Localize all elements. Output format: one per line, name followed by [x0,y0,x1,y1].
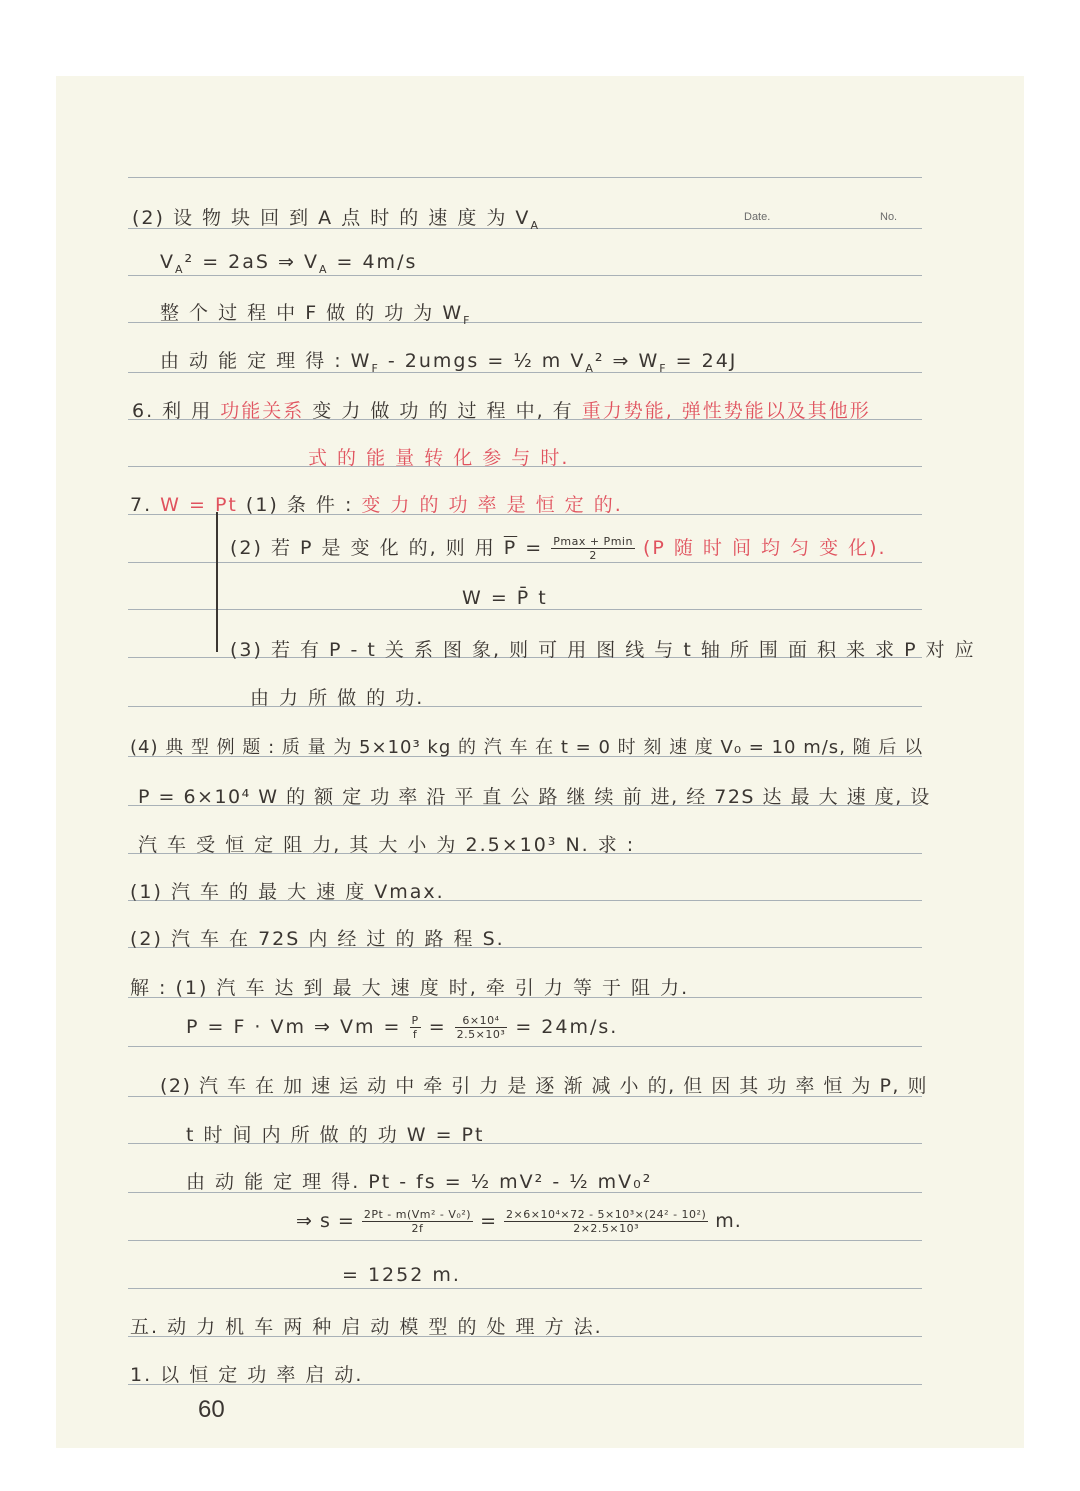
line-text: 由 动 能 定 理 得 : W [160,350,372,372]
note-line-9: W = P̄ t [462,587,548,609]
line-text: - 2umgs = [379,350,514,372]
note-line-21: 由 动 能 定 理 得. Pt - fs = ½ mV² - ½ mV₀² [186,1171,653,1193]
ruled-line [128,1288,922,1289]
note-line-5 [132,396,871,423]
line-text: ⇒ s = [296,1210,362,1232]
note-line-24: 五. 动 力 机 车 两 种 启 动 模 型 的 处 理 方 法. [130,1316,603,1338]
line-text: 整 个 过 程 中 F 做 的 功 为 W [160,302,464,324]
note-line-25: 1. 以 恒 定 功 率 启 动. [130,1364,364,1386]
line-text: m. [708,1210,742,1232]
fraction [410,1014,421,1041]
note-line-14: 汽 车 受 恒 定 阻 力, 其 大 小 为 2.5×10³ N. 求 : [138,834,636,856]
note-line-7 [130,490,623,517]
subscript: A [530,218,540,232]
brace-bracket [216,512,226,652]
line-text: ² = 2aS ⇒ V [184,251,319,273]
fraction-denominator: 2×2.5×10³ [573,1222,640,1235]
line-text: (1) 条 件 : [237,494,362,516]
line-text: = [473,1210,505,1232]
note-line-2 [160,251,417,276]
fraction-numerator: P [411,1014,419,1027]
note-line-12: (4) 典 型 例 题 : 质 量 为 5×10³ kg 的 汽 车 在 t = 0 时 刻 速 度 V₀ = 10 m/s, 随 后 以 [130,737,924,758]
ruled-line [128,706,922,707]
note-line-19: (2) 汽 车 在 加 速 运 动 中 牵 引 力 是 逐 渐 减 小 的, 但 因 其 功 率 恒 为 P, 则 [160,1075,928,1097]
line-text: 6. 利 用 [132,400,221,422]
notebook-page [56,76,1024,1448]
line-text: = 24J [667,350,738,372]
fraction-numerator: 2×6×10⁴×72 - 5×10³×(24² - 10²) [506,1208,707,1221]
subscript: F [659,361,668,375]
fraction [455,1014,508,1041]
line-text: = [420,1016,455,1038]
ruled-line [128,1240,922,1241]
line-text: = 4m/s [328,251,418,273]
fraction [504,1208,708,1235]
line-text: P = F · Vm ⇒ Vm = [186,1016,410,1038]
note-line-6: 式 的 能 量 转 化 参 与 时. [308,447,570,469]
ruled-line [128,562,922,563]
ruled-line [128,177,922,178]
note-line-17: 解 : (1) 汽 车 达 到 最 大 速 度 时, 牵 引 力 等 于 阻 力. [130,977,690,999]
note-line-4 [160,346,737,375]
line-text: ² ⇒ W [594,350,660,372]
page-number: 60 [198,1396,225,1423]
line-text: 7. [130,494,161,516]
ruled-line [128,609,922,610]
note-line-16: (2) 汽 车 在 72S 内 经 过 的 路 程 S. [130,928,505,950]
line-text: m V [533,350,586,372]
subscript: F [463,313,472,327]
line-text: V [160,251,175,273]
p-bar: $\overline{P}$ [503,537,518,559]
subscript: F [371,361,380,375]
note-line-18 [186,1014,618,1041]
line-text: 变 力 做 功 的 过 程 中, 有 [304,400,582,422]
line-text: (2) 若 P 是 变 化 的, 则 用 [230,537,504,559]
line-text: = [517,537,552,559]
subscript: A [585,361,595,375]
note-line-23: = 1252 m. [342,1264,461,1286]
line-text: (2) 设 物 块 回 到 A 点 时 的 速 度 为 V [132,207,531,229]
line-text-red: (P 随 时 间 均 匀 变 化). [634,537,887,559]
line-text-red: 变 力 的 功 率 是 恒 定 的. [361,494,623,516]
line-text-red: 功能关系 [220,400,305,422]
note-line-22 [296,1208,742,1235]
note-line-1 [132,203,540,232]
fraction-numerator: 6×10⁴ [455,1014,508,1028]
fraction [551,535,635,562]
line-text-red: W = Pt [160,494,238,516]
note-line-8 [230,533,887,562]
fraction-denominator: 2 [589,549,597,562]
note-line-15: (1) 汽 车 的 最 大 速 度 Vmax. [130,881,445,903]
note-line-3 [160,298,471,327]
note-line-11: 由 力 所 做 的 功. [250,687,425,709]
line-text: = 24m/s. [507,1016,619,1038]
line-text: ½ [513,350,534,372]
fraction-denominator: 2.5×10³ [456,1028,506,1041]
ruled-line [128,1046,922,1047]
note-line-10: (3) 若 有 P - t 关 系 图 象, 则 可 用 图 线 与 t 轴 所 围 面 积 来 求 P 对 应 [230,639,976,661]
line-text-red: 重力势能, 弹性势能以及其他形 [581,400,871,422]
fraction-numerator: 2Pt - m(Vm² - V₀²) [363,1208,472,1221]
fraction [362,1208,473,1235]
note-line-20: t 时 间 内 所 做 的 功 W = Pt [186,1124,485,1146]
fraction-numerator: Pmax + Pmin [553,535,633,548]
subscript: A [318,262,329,276]
date-label: Date. [744,211,771,223]
subscript: A [175,262,185,276]
fraction-denominator: f [412,1028,418,1041]
number-label: No. [880,211,898,223]
fraction-denominator: 2f [411,1222,424,1235]
note-line-13: P = 6×10⁴ W 的 额 定 功 率 沿 平 直 公 路 继 续 前 进, 经 72S 达 最 大 速 度, 设 [138,786,931,808]
